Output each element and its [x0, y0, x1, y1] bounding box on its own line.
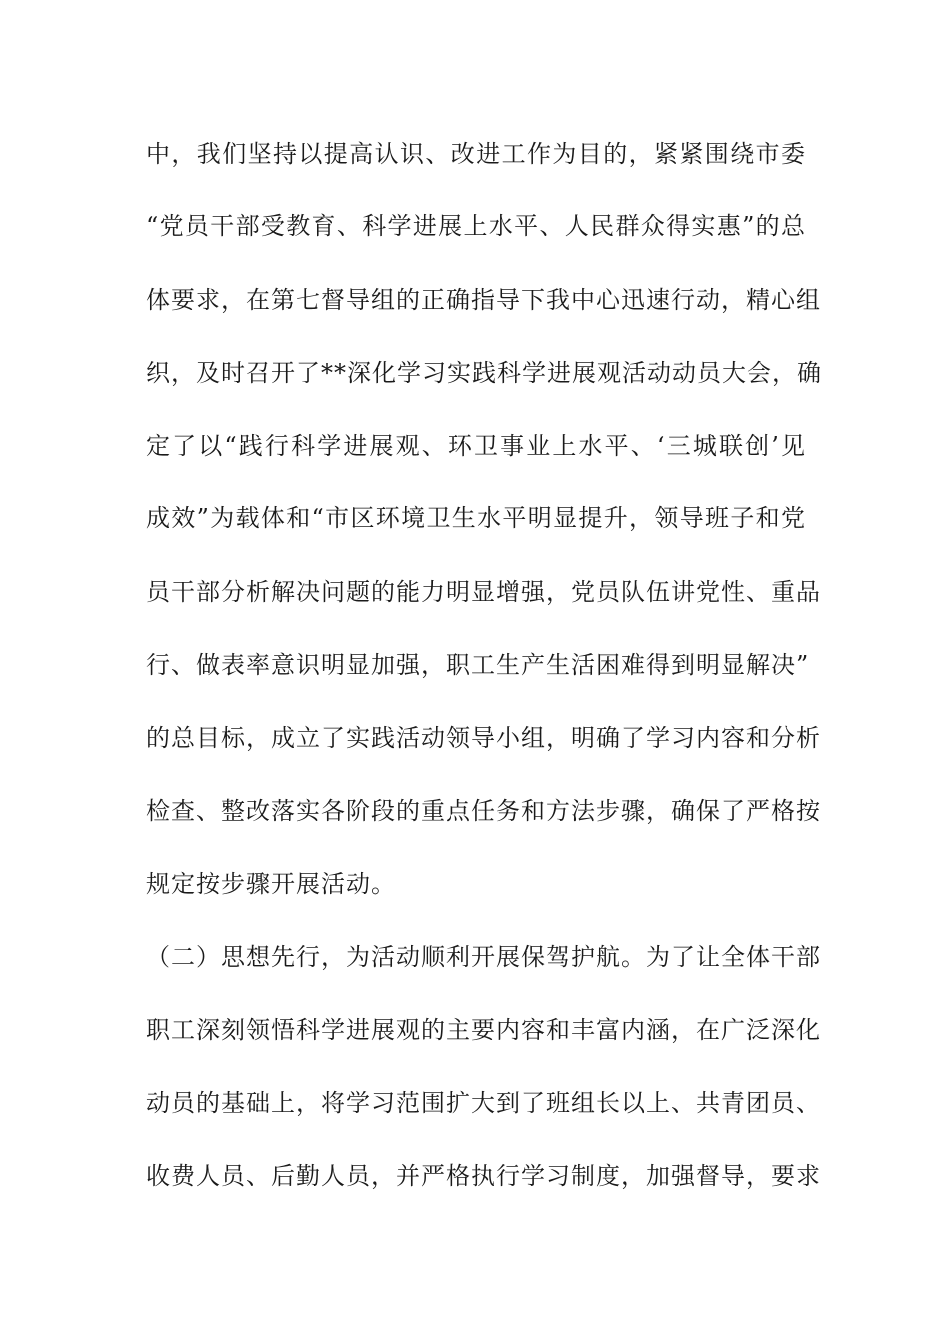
text-line-7: 员干部分析解决问题的能力明显增强，党员队伍讲党性、重品 — [146, 578, 821, 606]
text-line-1: 中，我们坚持以提高认识、改进工作为目的，紧紧围绕市委 — [146, 140, 806, 168]
text-line-11: 规定按步骤开展活动。 — [146, 870, 396, 898]
text-line-12: （二）思想先行，为活动顺利开展保驾护航。为了让全体干部 — [146, 943, 821, 971]
text-line-14: 动员的基础上，将学习范围扩大到了班组长以上、共青团员、 — [146, 1089, 821, 1117]
text-line-2: “党员干部受教育、科学进展上水平、人民群众得实惠”的总 — [146, 212, 806, 240]
text-line-13: 职工深刻领悟科学进展观的主要内容和丰富内涵，在广泛深化 — [146, 1016, 821, 1044]
text-line-8: 行、做表率意识明显加强，职工生产生活困难得到明显解决” — [146, 651, 810, 679]
text-line-3: 体要求，在第七督导组的正确指导下我中心迅速行动，精心组 — [146, 286, 821, 314]
text-line-6: 成效”为载体和“市区环境卫生水平明显提升，领导班子和党 — [146, 504, 806, 532]
text-line-4: 织，及时召开了**深化学习实践科学进展观活动动员大会，确 — [146, 359, 822, 387]
text-line-15: 收费人员、后勤人员，并严格执行学习制度，加强督导，要求 — [146, 1162, 821, 1190]
text-line-9: 的总目标，成立了实践活动领导小组，明确了学习内容和分析 — [146, 724, 821, 752]
text-line-5: 定了以“践行科学进展观、环卫事业上水平、‘三城联创’见 — [146, 432, 806, 460]
text-line-10: 检查、整改落实各阶段的重点任务和方法步骤，确保了严格按 — [146, 797, 821, 825]
